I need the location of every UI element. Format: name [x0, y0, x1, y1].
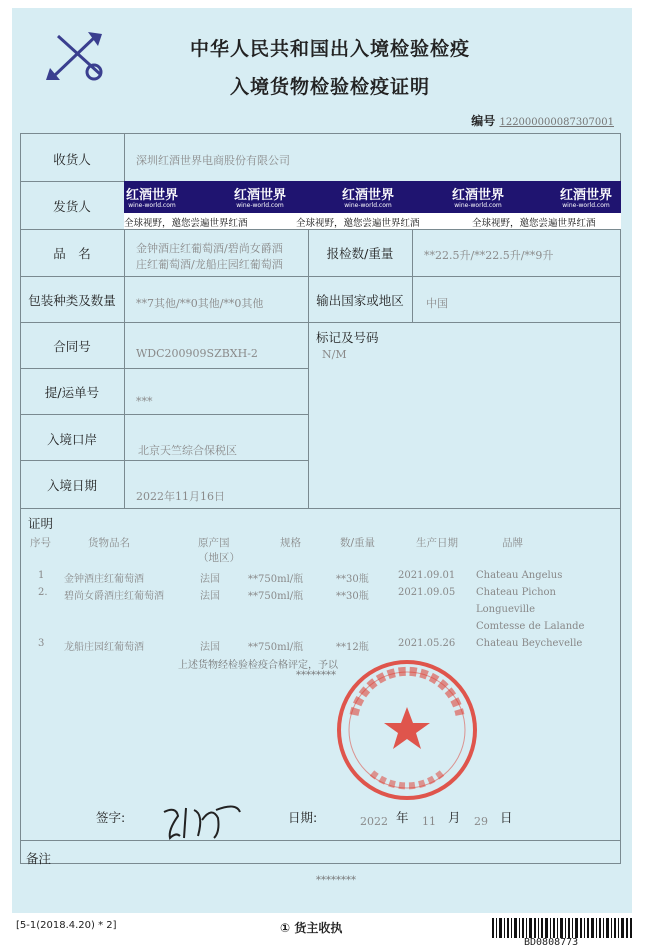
col-header-name: 货物品名	[88, 537, 130, 549]
banner-logo	[342, 184, 394, 209]
row1-name: 金钟酒庄红葡萄酒	[64, 574, 144, 585]
form-code: [5-1(2018.4.20) * 2]	[16, 920, 117, 931]
row2-date: 2021.09.05	[398, 587, 456, 598]
row2-qty: **30瓶	[336, 591, 369, 602]
col-header-region: （地区）	[198, 552, 240, 564]
logo-text: 红酒世界	[452, 188, 505, 203]
consignee-value: 深圳红酒世界电商股份有限公司	[136, 154, 290, 167]
serial-value: 122000000087307001	[499, 117, 614, 128]
slogan-text: 全球视野，邀您尝遍世界红酒	[296, 218, 420, 229]
row3-qty: **12瓶	[336, 642, 369, 653]
col-header-date: 生产日期	[416, 537, 458, 549]
row1-qty: **30瓶	[336, 574, 369, 585]
contract-value: WDC200909SZBXH-2	[136, 347, 258, 360]
slogan-text: 全球视野，邀您尝遍世界红酒	[124, 218, 248, 229]
goods-value-line1: 金钟酒庄红葡萄酒/碧尚女爵酒	[136, 242, 283, 255]
row3-spec: **750ml/瓶	[248, 642, 304, 653]
document-title-line1: 中华人民共和国出入境检验检疫	[189, 38, 470, 60]
serial-number	[471, 112, 614, 129]
row2-brand: Chateau Pichon	[476, 587, 556, 598]
month-label: 月	[448, 810, 461, 825]
packing-label: 包装种类及数量	[28, 293, 116, 308]
goods-label: 品 名	[53, 246, 91, 261]
packing-value: **7其他/**0其他/**0其他	[136, 297, 264, 310]
row3-brand: Chateau Beychevelle	[476, 638, 583, 649]
row1-brand: Chateau Angelus	[476, 570, 563, 581]
marks-value: N/M	[322, 348, 347, 361]
copy-label: ① 货主收执	[280, 921, 343, 935]
sign-label: 签字:	[96, 810, 126, 825]
official-seal-stamp	[332, 655, 482, 805]
col-divider	[412, 229, 413, 322]
remarks-value: ********	[316, 875, 356, 886]
row-divider	[20, 368, 308, 369]
col-header-brand: 品牌	[502, 537, 523, 549]
logo-text: 红酒世界	[342, 188, 395, 203]
row-divider	[20, 460, 308, 461]
row3-name: 龙船庄园红葡萄酒	[64, 642, 144, 653]
sign-day: 29	[474, 815, 488, 828]
entry-date-value: 2022年11月16日	[136, 490, 225, 503]
logo-sub: wine-world.com	[454, 202, 502, 209]
row-divider	[20, 229, 621, 230]
col-header-qty: 数/重量	[340, 537, 376, 549]
banner-logo	[560, 184, 612, 209]
entry-port-label: 入境口岸	[46, 432, 97, 447]
row2-origin: 法国	[200, 591, 220, 602]
row-divider	[20, 508, 621, 509]
barcode-number: BD0808773	[524, 937, 579, 948]
row-divider	[20, 276, 621, 277]
col-divider	[308, 229, 309, 508]
remarks-label: 备注	[26, 851, 52, 866]
slogan-text: 全球视野，邀您尝遍世界红酒	[472, 218, 596, 229]
serial-label: 编号	[471, 114, 496, 128]
row2-no: 2.	[38, 587, 48, 598]
bill-of-lading-value: ***	[136, 395, 153, 408]
row2-brand-line3: Comtesse de Lalande	[476, 621, 585, 632]
row2-name: 碧尚女爵酒庄红葡萄酒	[64, 591, 164, 602]
logo-sub: wine-world.com	[128, 202, 176, 209]
sign-month: 11	[422, 815, 436, 828]
certificate-label: 证明	[28, 516, 54, 531]
handwritten-signature	[158, 800, 248, 846]
consignee-label: 收货人	[53, 152, 91, 167]
quantity-value: **22.5升/**22.5升/**9升	[424, 249, 554, 262]
goods-value-line2: 庄红葡萄酒/龙船庄园红葡萄酒	[136, 258, 283, 271]
logo-text: 红酒世界	[560, 188, 613, 203]
form-table	[20, 133, 621, 864]
bill-of-lading-label: 提/运单号	[44, 385, 100, 400]
col-header-spec: 规格	[280, 537, 301, 549]
row3-no: 3	[38, 638, 45, 649]
origin-country-label: 输出国家或地区	[316, 293, 404, 308]
quantity-label: 报检数/重量	[326, 246, 394, 261]
row2-brand-line2: Longueville	[476, 604, 536, 615]
entry-date-label: 入境日期	[46, 478, 97, 493]
logo-text: 红酒世界	[126, 188, 179, 203]
row1-no: 1	[38, 570, 45, 581]
row-divider	[20, 414, 308, 415]
date-label: 日期:	[288, 810, 318, 825]
year-label: 年	[396, 810, 409, 825]
banner-slogan-strip	[124, 213, 621, 229]
sign-year: 2022	[360, 815, 388, 828]
row3-date: 2021.05.26	[398, 638, 456, 649]
row2-spec: **750ml/瓶	[248, 591, 304, 602]
origin-country-value: 中国	[426, 297, 448, 310]
row-divider	[20, 840, 621, 841]
consignor-label: 发货人	[53, 199, 91, 214]
barcode-image	[492, 918, 632, 938]
logo-sub: wine-world.com	[562, 202, 610, 209]
row1-date: 2021.09.01	[398, 570, 456, 581]
conclusion-stars: ********	[296, 670, 336, 681]
document-title-line2: 入境货物检验检疫证明	[229, 76, 430, 98]
logo-sub: wine-world.com	[236, 202, 284, 209]
row3-origin: 法国	[200, 642, 220, 653]
banner-logo	[126, 184, 178, 209]
row1-origin: 法国	[200, 574, 220, 585]
col-header-origin: 原产国	[198, 537, 230, 549]
col-header-no: 序号	[30, 537, 51, 549]
marks-label: 标记及号码	[316, 330, 379, 345]
contract-label: 合同号	[53, 339, 91, 354]
conclusion-text: 上述货物经检验检疫合格评定，予以	[178, 660, 338, 671]
banner-logo	[452, 184, 504, 209]
row1-spec: **750ml/瓶	[248, 574, 304, 585]
entry-port-value: 北京天竺综合保税区	[138, 444, 237, 457]
logo-sub: wine-world.com	[344, 202, 392, 209]
banner-logo	[234, 184, 286, 209]
day-label: 日	[500, 810, 513, 825]
row-divider	[20, 322, 621, 323]
logo-text: 红酒世界	[234, 188, 287, 203]
